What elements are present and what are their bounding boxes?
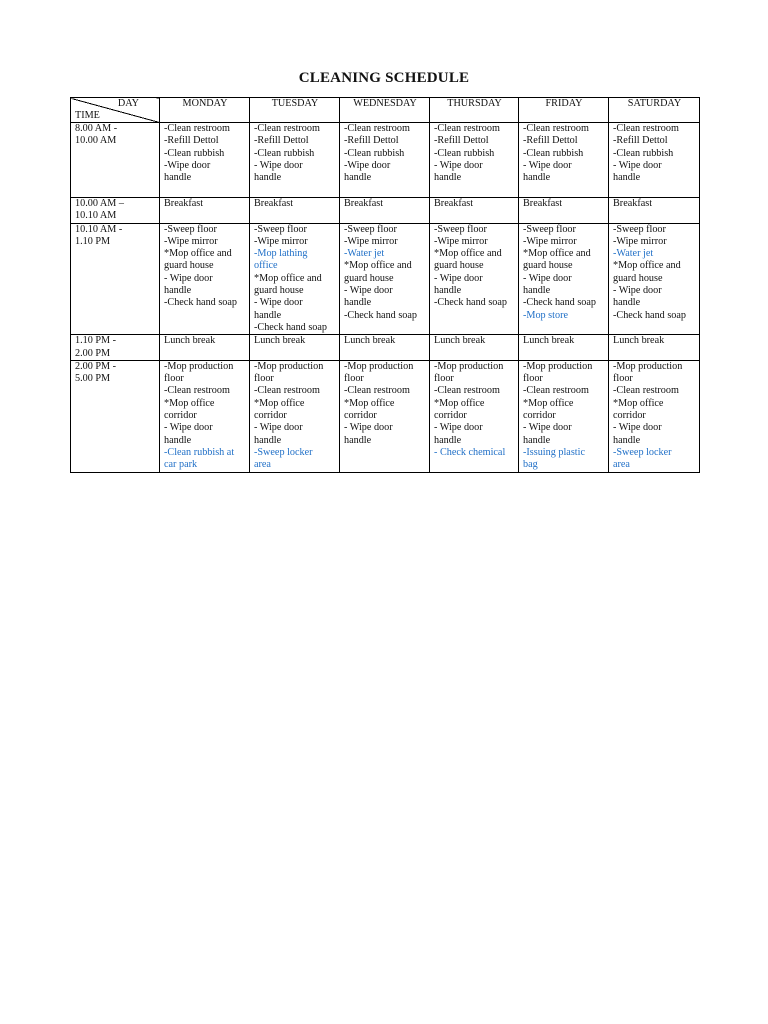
page-title: CLEANING SCHEDULE: [298, 70, 470, 86]
task-line: Breakfast: [523, 198, 563, 209]
day-header-wednesday: WEDNESDAY: [340, 98, 430, 123]
task-line: -Check hand soap: [164, 297, 237, 309]
task-line: handle: [434, 172, 462, 184]
task-line-highlighted: office: [254, 260, 278, 272]
task-cell-wednesday: [340, 123, 430, 198]
header-row: [71, 98, 700, 123]
task-line: -Refill Dettol: [254, 135, 309, 147]
task-line-highlighted: area: [254, 459, 271, 471]
task-line: - Wipe door: [344, 285, 393, 297]
task-line: -Clean restroom: [434, 385, 500, 397]
task-line: -Check hand soap: [254, 321, 327, 333]
task-line: -Wipe mirror: [613, 235, 667, 247]
task-line: handle: [613, 297, 641, 309]
time-slot-cell: [71, 335, 160, 361]
task-line: Breakfast: [254, 198, 294, 209]
day-header-friday: FRIDAY: [519, 98, 609, 123]
task-line: corridor: [523, 410, 556, 422]
task-line: *Mop office and: [434, 248, 502, 260]
task-line: -Sweep floor: [434, 223, 487, 235]
task-line: handle: [164, 172, 192, 184]
time-slot-cell: [71, 198, 160, 224]
task-line: floor: [434, 373, 454, 385]
task-line: -Sweep floor: [164, 223, 217, 235]
task-line: *Mop office and: [523, 248, 591, 260]
task-line: -Refill Dettol: [613, 135, 668, 147]
task-cell-friday: [519, 123, 609, 198]
task-cell-thursday: [430, 223, 519, 335]
task-line: *Mop office and: [254, 272, 322, 284]
task-line-highlighted: bag: [523, 459, 538, 471]
task-line: - Wipe door: [523, 159, 572, 171]
task-line: handle: [344, 172, 372, 184]
corner-header-cell: [71, 98, 160, 123]
task-line: *Mop office and: [613, 260, 681, 272]
task-line: *Mop office: [434, 397, 485, 409]
task-line-highlighted: -Water jet: [344, 248, 385, 260]
task-line: Lunch break: [164, 335, 216, 347]
task-cell-monday: [160, 360, 250, 472]
task-line: guard house: [523, 260, 573, 272]
task-cell-saturday: [609, 198, 700, 224]
task-line: -Wipe mirror: [523, 235, 577, 247]
task-cell-saturday: [609, 123, 700, 198]
task-cell-wednesday: [340, 198, 430, 224]
task-cell-wednesday: [340, 223, 430, 335]
day-header-saturday: SATURDAY: [609, 98, 700, 123]
task-line: - Wipe door: [613, 285, 662, 297]
task-line: *Mop office: [254, 397, 305, 409]
task-line: -Clean restroom: [164, 385, 230, 397]
time-slot-line: 1.10 PM -: [75, 335, 117, 347]
task-line-highlighted: -Issuing plastic: [523, 446, 585, 458]
task-line: -Wipe mirror: [434, 235, 488, 247]
schedule-row: [71, 123, 700, 198]
task-line-highlighted: -Sweep locker: [254, 446, 313, 458]
task-line: Breakfast: [613, 198, 653, 209]
task-line: - Wipe door: [254, 297, 303, 309]
task-cell-tuesday: [250, 198, 340, 224]
task-line: Lunch break: [254, 335, 306, 347]
task-line: -Clean restroom: [434, 123, 500, 134]
task-cell-friday: [519, 198, 609, 224]
task-line: handle: [434, 434, 462, 446]
time-slot-line: 2.00 PM -: [75, 360, 117, 372]
task-line-highlighted: car park: [164, 459, 198, 471]
task-line: -Clean restroom: [254, 385, 320, 397]
task-line: -Clean restroom: [613, 385, 679, 397]
task-line: -Sweep floor: [254, 223, 307, 235]
task-line-highlighted: -Water jet: [613, 248, 654, 260]
task-line: - Wipe door: [164, 422, 213, 434]
task-cell-monday: [160, 223, 250, 335]
task-line: guard house: [344, 272, 394, 284]
task-line: - Wipe door: [523, 272, 572, 284]
task-line: -Mop production: [164, 360, 234, 372]
time-slot-cell: [71, 123, 160, 198]
schedule-body: [71, 123, 700, 473]
task-line: floor: [254, 373, 274, 385]
task-cell-wednesday: [340, 360, 430, 472]
time-slot-line: 2.00 PM: [75, 347, 111, 359]
task-line: *Mop office: [344, 397, 395, 409]
task-line: -Clean restroom: [523, 385, 589, 397]
task-line: handle: [254, 434, 282, 446]
task-line: -Check hand soap: [523, 297, 596, 309]
task-line: guard house: [254, 285, 304, 297]
task-cell-thursday: [430, 335, 519, 361]
task-line: -Mop production: [613, 360, 683, 372]
task-line: handle: [434, 285, 462, 297]
task-line: -Clean restroom: [344, 123, 410, 134]
task-line: -Refill Dettol: [164, 135, 219, 147]
task-line: corridor: [164, 410, 197, 422]
task-line: corridor: [434, 410, 467, 422]
task-cell-wednesday: [340, 335, 430, 361]
task-line: -Check hand soap: [434, 297, 507, 309]
task-cell-friday: [519, 360, 609, 472]
time-slot-line: 10.00 AM –: [75, 198, 124, 209]
task-line: -Clean restroom: [613, 123, 679, 134]
task-cell-friday: [519, 335, 609, 361]
task-cell-saturday: [609, 223, 700, 335]
task-line: Breakfast: [344, 198, 384, 209]
task-line: handle: [613, 434, 641, 446]
task-line-highlighted: area: [613, 459, 630, 471]
task-line: - Wipe door: [254, 159, 303, 171]
task-line: guard house: [613, 272, 663, 284]
task-cell-saturday: [609, 335, 700, 361]
time-slot-cell: [71, 360, 160, 472]
task-line: corridor: [613, 410, 646, 422]
task-line: Lunch break: [344, 335, 396, 347]
task-line-highlighted: -Clean rubbish at: [164, 446, 235, 458]
task-line: *Mop office and: [164, 248, 232, 260]
task-line: -Clean restroom: [254, 123, 320, 134]
task-line: - Wipe door: [434, 159, 483, 171]
task-cell-monday: [160, 198, 250, 224]
task-line: - Wipe door: [434, 422, 483, 434]
task-line: handle: [254, 172, 282, 184]
schedule-row: [71, 335, 700, 361]
time-slot-line: 8.00 AM -: [75, 123, 118, 134]
task-line: -Mop production: [254, 360, 324, 372]
task-line: -Sweep floor: [344, 223, 397, 235]
time-slot-line: 5.00 PM: [75, 373, 111, 385]
task-line: -Sweep floor: [523, 223, 576, 235]
task-line: floor: [523, 373, 543, 385]
schedule-row: [71, 198, 700, 224]
cleaning-schedule-table: [70, 97, 700, 473]
task-line: -Check hand soap: [344, 309, 417, 321]
task-line: - Wipe door: [613, 422, 662, 434]
task-line: -Mop production: [523, 360, 593, 372]
task-line: -Clean restroom: [523, 123, 589, 134]
task-line: handle: [523, 434, 551, 446]
task-cell-tuesday: [250, 335, 340, 361]
task-line: handle: [344, 434, 372, 446]
task-cell-thursday: [430, 360, 519, 472]
time-slot-line: 10.00 AM: [75, 135, 117, 147]
task-line: corridor: [344, 410, 377, 422]
day-header-thursday: THURSDAY: [430, 98, 519, 123]
task-line: Lunch break: [523, 335, 575, 347]
task-line: -Wipe mirror: [164, 235, 218, 247]
schedule-row: [71, 360, 700, 472]
task-line: floor: [344, 373, 364, 385]
task-cell-monday: [160, 123, 250, 198]
task-line: - Wipe door: [434, 272, 483, 284]
task-cell-tuesday: [250, 123, 340, 198]
task-line: -Clean rubbish: [523, 147, 584, 159]
task-line: corridor: [254, 410, 287, 422]
task-line: -Check hand soap: [613, 309, 686, 321]
task-line: -Sweep floor: [613, 223, 666, 235]
task-line: -Clean rubbish: [344, 147, 405, 159]
task-line: Lunch break: [434, 335, 486, 347]
task-line: - Wipe door: [344, 422, 393, 434]
task-line: Lunch break: [613, 335, 665, 347]
task-line: -Mop production: [344, 360, 414, 372]
task-line: - Wipe door: [613, 159, 662, 171]
time-slot-line: 10.10 AM -: [75, 223, 123, 235]
task-line-highlighted: -Sweep locker: [613, 446, 672, 458]
task-line: handle: [344, 297, 372, 309]
task-line: -Wipe door: [344, 159, 391, 171]
task-line: -Clean restroom: [344, 385, 410, 397]
task-line: guard house: [434, 260, 484, 272]
task-line-highlighted: -Mop store: [523, 309, 568, 321]
task-cell-tuesday: [250, 360, 340, 472]
task-cell-friday: [519, 223, 609, 335]
time-slot-line: 1.10 PM: [75, 235, 111, 247]
task-line: - Wipe door: [523, 422, 572, 434]
task-line: -Clean rubbish: [434, 147, 495, 159]
task-line: - Wipe door: [254, 422, 303, 434]
task-line: -Clean rubbish: [164, 147, 225, 159]
task-cell-thursday: [430, 198, 519, 224]
task-cell-thursday: [430, 123, 519, 198]
task-line: handle: [164, 285, 192, 297]
task-line-highlighted: - Check chemical: [434, 446, 506, 458]
task-cell-tuesday: [250, 223, 340, 335]
task-line: - Wipe door: [164, 272, 213, 284]
task-line: floor: [613, 373, 633, 385]
task-cell-saturday: [609, 360, 700, 472]
task-line: handle: [613, 172, 641, 184]
task-line: handle: [523, 285, 551, 297]
task-line: -Clean restroom: [164, 123, 230, 134]
task-line: -Clean rubbish: [613, 147, 674, 159]
task-line: Breakfast: [164, 198, 204, 209]
time-slot-cell: [71, 223, 160, 335]
task-line: *Mop office: [523, 397, 574, 409]
task-line: Breakfast: [434, 198, 474, 209]
task-line: guard house: [164, 260, 214, 272]
schedule-row: [71, 223, 700, 335]
task-line: handle: [523, 172, 551, 184]
task-cell-monday: [160, 335, 250, 361]
task-line: -Wipe mirror: [254, 235, 308, 247]
time-slot-line: 10.10 AM: [75, 210, 117, 222]
task-line: handle: [254, 309, 282, 321]
task-line: floor: [164, 373, 184, 385]
task-line: -Wipe mirror: [344, 235, 398, 247]
task-line: -Refill Dettol: [523, 135, 578, 147]
task-line-highlighted: -Mop lathing: [254, 248, 308, 260]
day-header-monday: MONDAY: [160, 98, 250, 123]
task-line: -Wipe door: [164, 159, 211, 171]
day-header-tuesday: TUESDAY: [250, 98, 340, 123]
task-line: -Refill Dettol: [344, 135, 399, 147]
task-line: *Mop office: [613, 397, 664, 409]
task-line: *Mop office and: [344, 260, 412, 272]
task-line: *Mop office: [164, 397, 215, 409]
task-line: -Mop production: [434, 360, 504, 372]
task-line: -Refill Dettol: [434, 135, 489, 147]
corner-day-label: DAY: [117, 98, 139, 109]
corner-time-label: TIME: [75, 109, 100, 121]
task-line: handle: [164, 434, 192, 446]
task-line: -Clean rubbish: [254, 147, 315, 159]
